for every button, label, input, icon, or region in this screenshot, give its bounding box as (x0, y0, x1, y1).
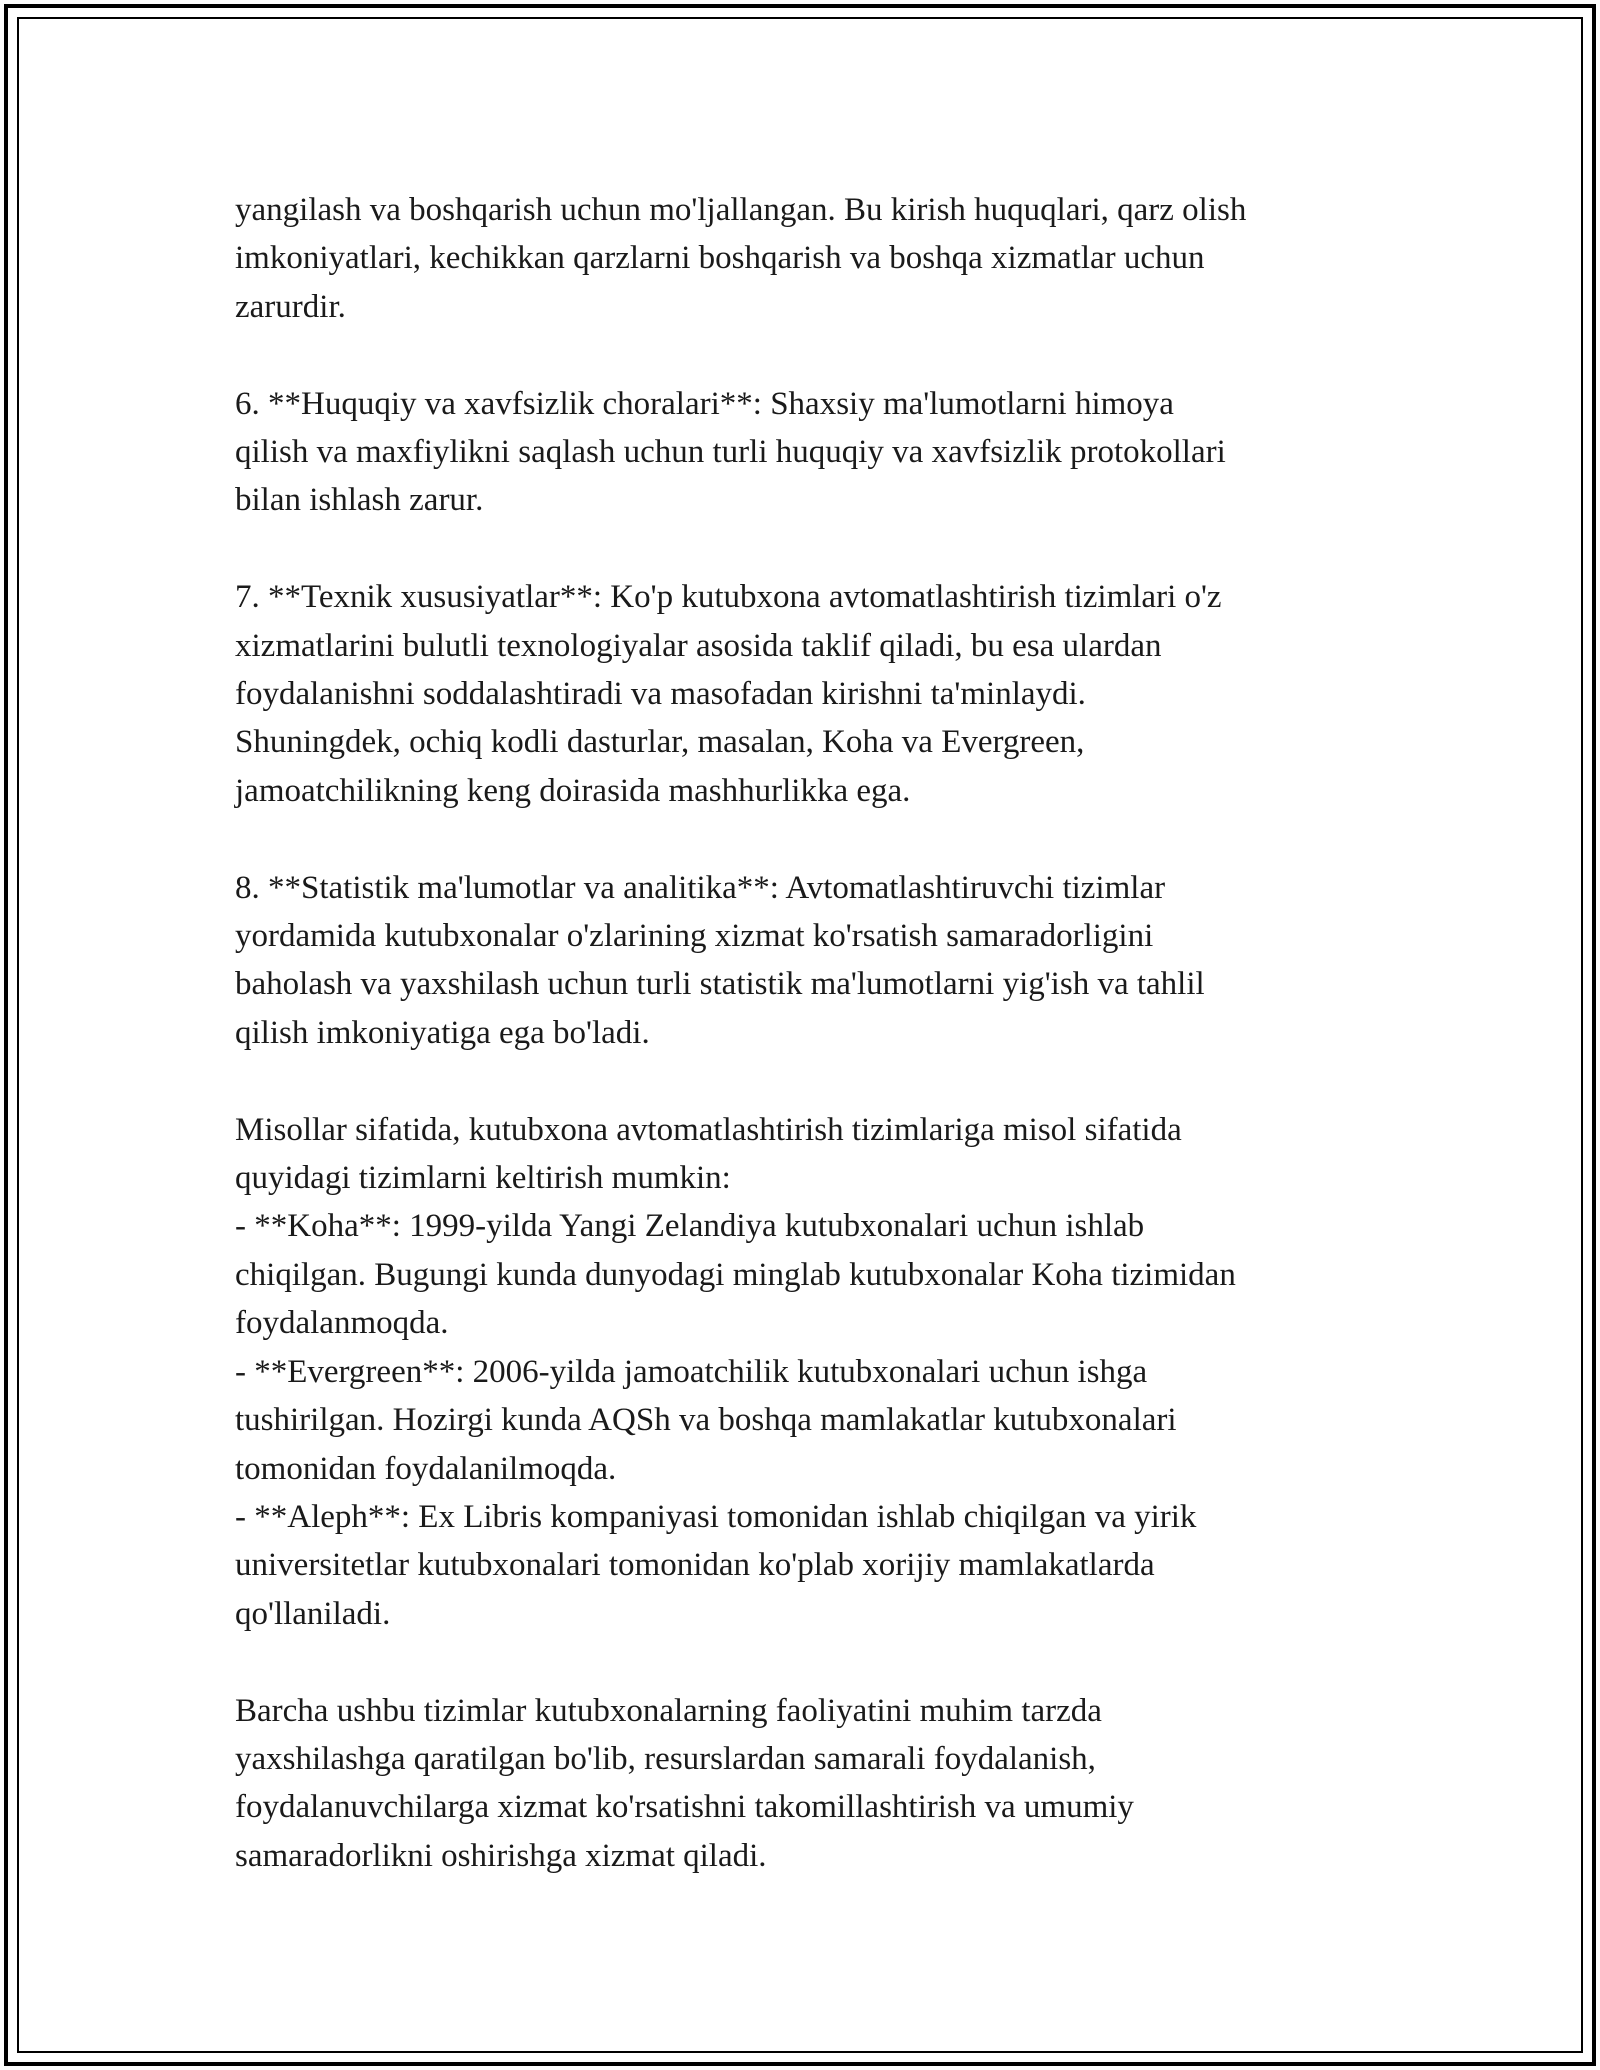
text-line: yangilash va boshqarish uchun mo'ljallangan. Bu kirish huquqlari, qarz olish (235, 192, 1247, 228)
text-line: qo'llaniladi. (235, 1595, 391, 1632)
text-line: Shuningdek, ochiq kodli dasturlar, masalan, Koha va Evergreen, (235, 724, 1085, 761)
list-item-evergreen: - **Evergreen**: 2006-yilda jamoatchilik kutubxonalari uchun ishga (235, 1353, 1148, 1390)
text-line: Misollar sifatida, kutubxona avtomatlashtirish tizimlariga misol sifatida (235, 1111, 1182, 1148)
list-item-koha: - **Koha**: 1999-yilda Yangi Zelandiya kutubxonalari uchun ishlab (235, 1208, 1145, 1245)
text-line: yordamida kutubxonalar o'zlarining xizmat ko'rsatish samaradorligini (235, 918, 1154, 955)
text-line: foydalanuvchilarga xizmat ko'rsatishni takomillashtirish va umumiy (235, 1789, 1134, 1826)
paragraph-examples (235, 1106, 1375, 1638)
document-body (235, 186, 1375, 1880)
paragraph-item-8 (235, 864, 1375, 1058)
paragraph-intro-continuation (235, 186, 1375, 331)
text-line: bilan ishlash zarur. (235, 482, 484, 519)
text-line: zarurdir. (235, 288, 346, 325)
text-line: qilish va maxfiylikni saqlash uchun turli huquqiy va xavfsizlik protokollari (235, 434, 1226, 471)
paragraph-item-6 (235, 380, 1375, 525)
text-line: Barcha ushbu tizimlar kutubxonalarning faoliyatini muhim tarzda (235, 1692, 1102, 1729)
paragraph-item-7 (235, 573, 1375, 815)
text-line: qilish imkoniyatiga ega bo'ladi. (235, 1014, 650, 1051)
text-line: quyidagi tizimlarni keltirish mumkin: (235, 1160, 731, 1197)
text-line: universitetlar kutubxonalari tomonidan ko'plab xorijiy mamlakatlarda (235, 1547, 1155, 1584)
text-line: tomonidan foydalanilmoqda. (235, 1450, 617, 1487)
text-line: samaradorlikni oshirishga xizmat qiladi. (235, 1837, 767, 1874)
text-line: chiqilgan. Bugungi kunda dunyodagi minglab kutubxonalar Koha tizimidan (235, 1256, 1236, 1293)
text-line: tushirilgan. Hozirgi kunda AQSh va boshqa mamlakatlar kutubxonalari (235, 1402, 1177, 1439)
text-line: 7. **Texnik xususiyatlar**: Ko'p kutubxona avtomatlashtirish tizimlari o'z (235, 579, 1222, 616)
text-line: foydalanishni soddalashtiradi va masofadan kirishni ta'minlaydi. (235, 676, 1086, 713)
text-line: jamoatchilikning keng doirasida mashhurlikka ega. (235, 772, 911, 809)
text-line: imkoniyatlari, kechikkan qarzlarni boshqarish va boshqa xizmatlar uchun (235, 240, 1205, 277)
paragraph-conclusion (235, 1687, 1375, 1881)
text-line: xizmatlarini bulutli texnologiyalar asosida taklif qiladi, bu esa ulardan (235, 627, 1162, 664)
text-line: yaxshilashga qaratilgan bo'lib, resurslardan samarali foydalanish, (235, 1740, 1096, 1777)
text-line: 8. **Statistik ma'lumotlar va analitika**: Avtomatlashtiruvchi tizimlar (235, 869, 1166, 906)
text-line: 6. **Huquqiy va xavfsizlik choralari**: Shaxsiy ma'lumotlarni himoya (235, 385, 1174, 422)
text-line: foydalanmoqda. (235, 1305, 449, 1342)
text-line: baholash va yaxshilash uchun turli statistik ma'lumotlarni yig'ish va tahlil (235, 966, 1205, 1003)
list-item-aleph: - **Aleph**: Ex Libris kompaniyasi tomonidan ishlab chiqilgan va yirik (235, 1498, 1197, 1535)
